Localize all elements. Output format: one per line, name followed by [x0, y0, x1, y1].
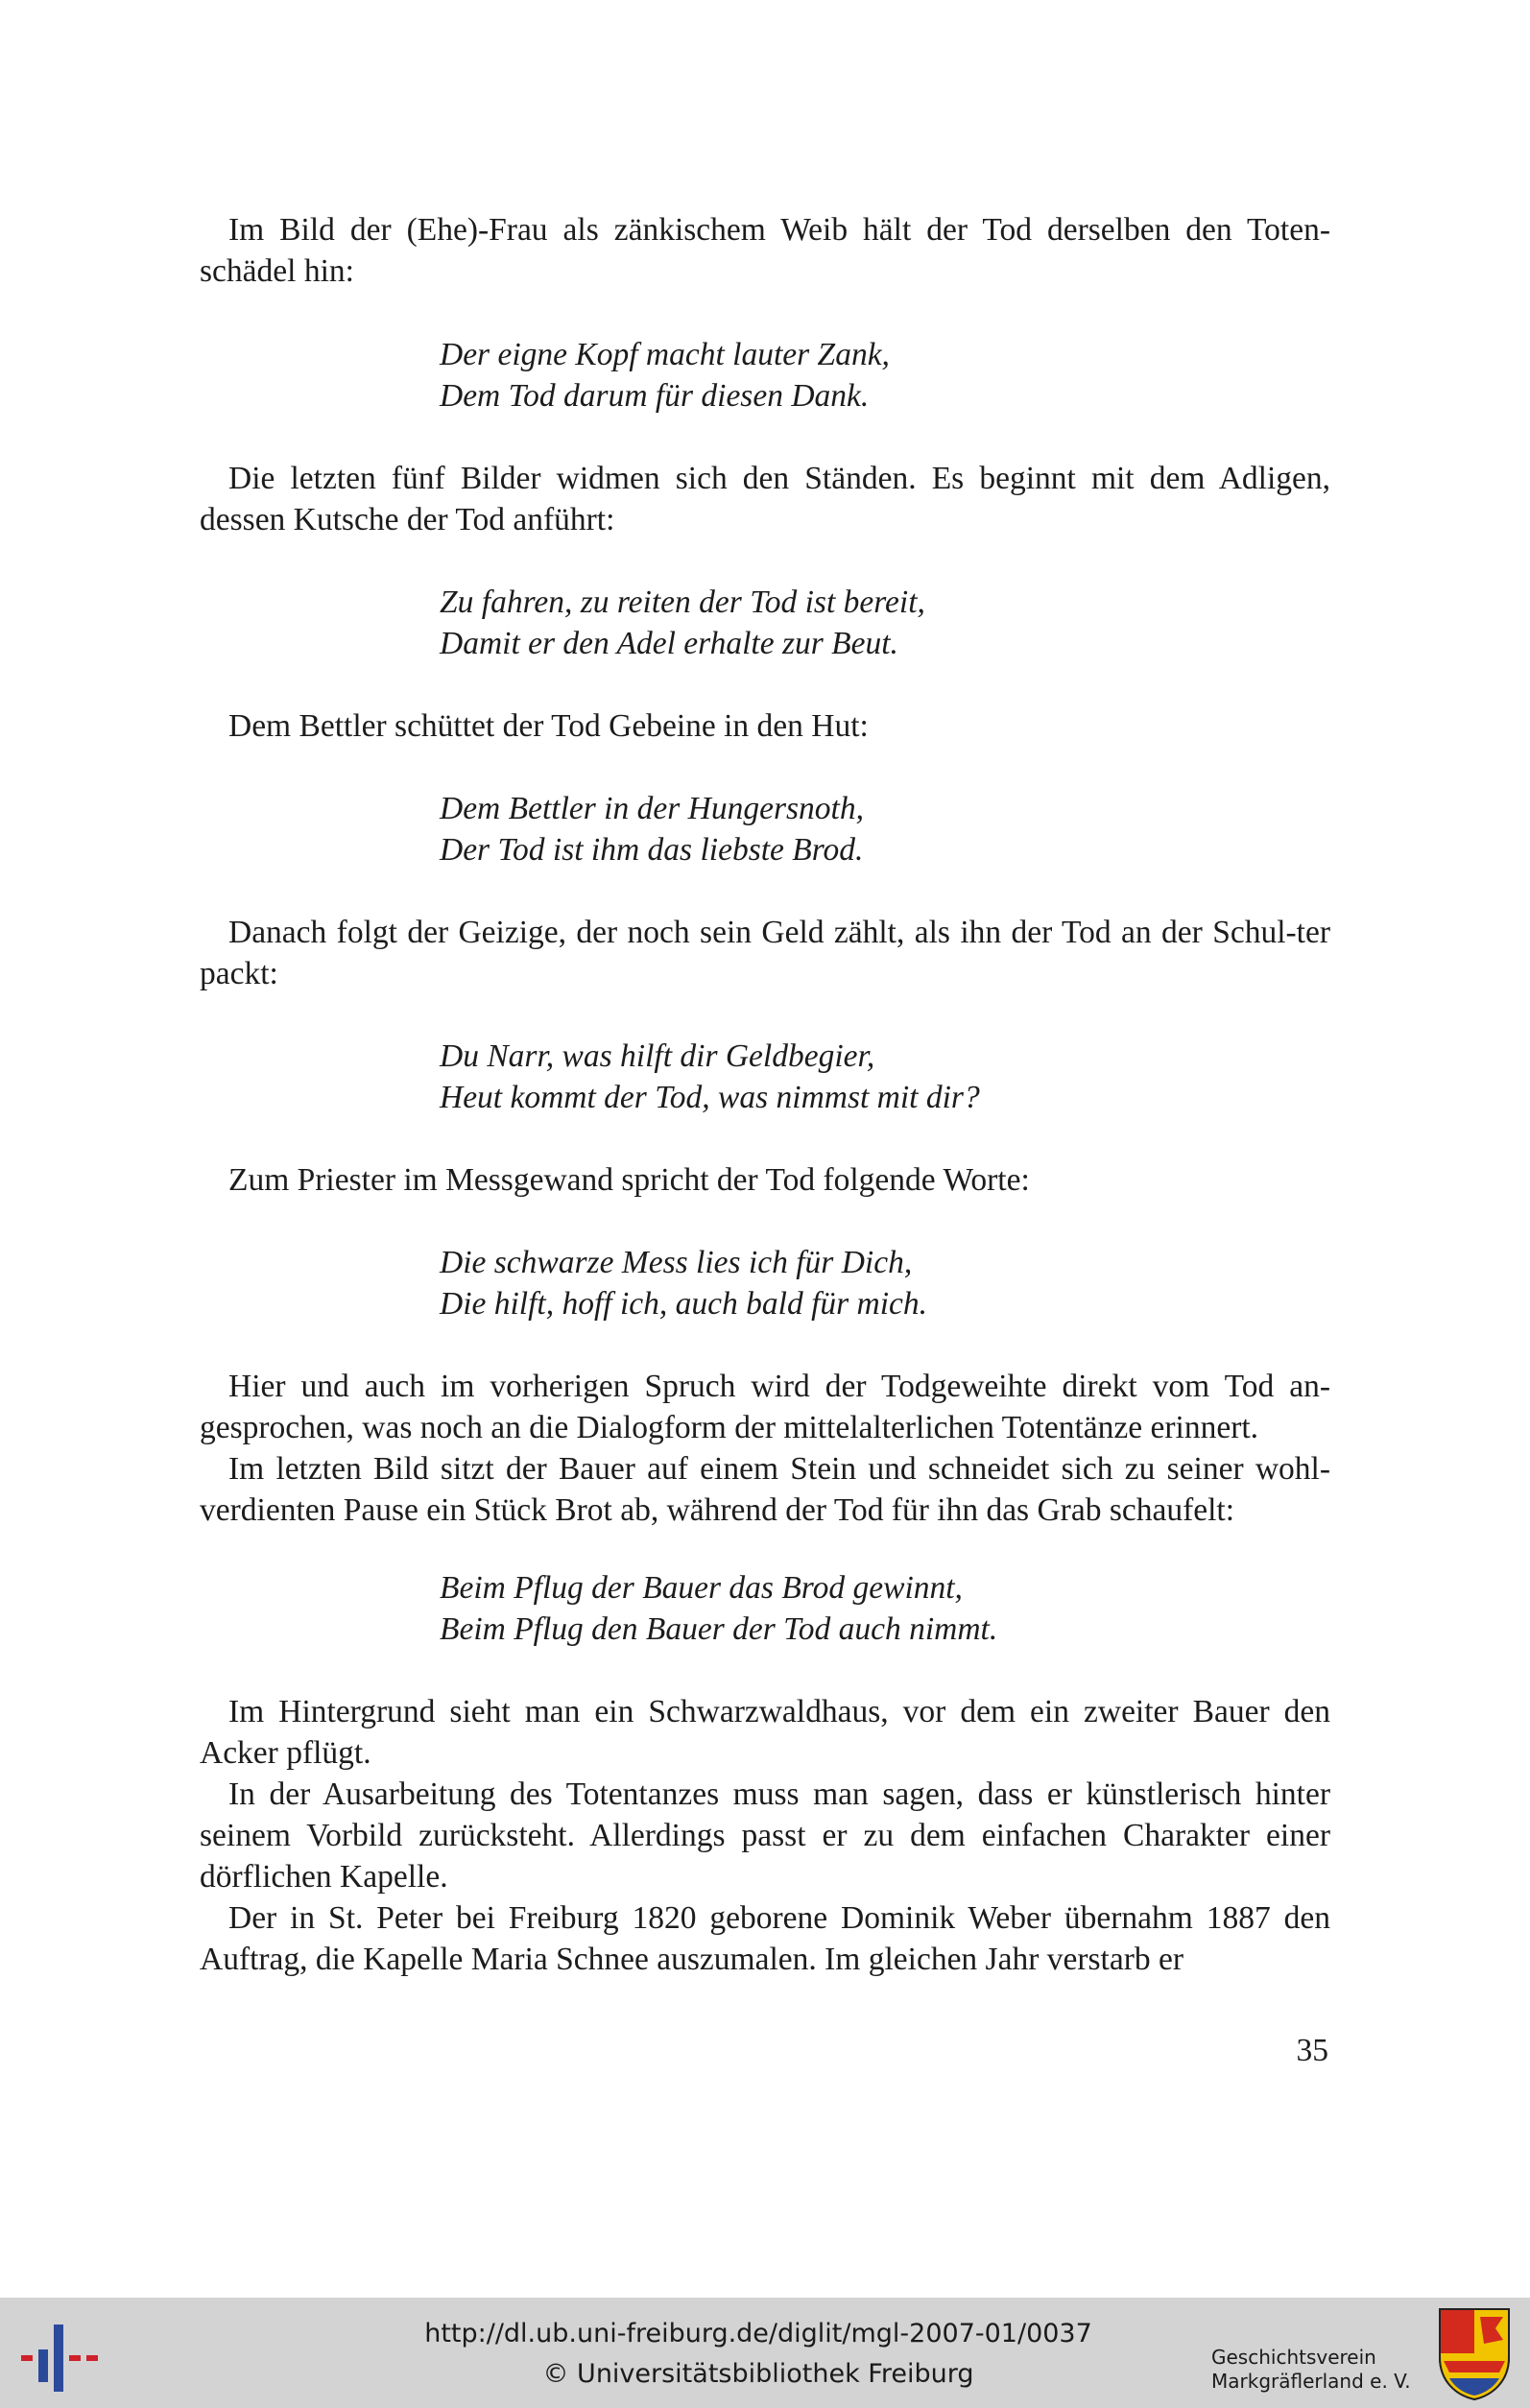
verse-line: Zu fahren, zu reiten der Tod ist bereit, — [440, 584, 925, 620]
paragraph: Im letzten Bild sitzt der Bauer auf einem Stein und schneidet sich zu seiner wohl-verdienten Pause ein Stück Brot ab, während der Tod für ihn das Grab schaufelt: — [200, 1451, 1330, 1528]
verse-line: Du Narr, was hilft dir Geldbegier, — [440, 1038, 875, 1074]
page-number: 35 — [1296, 2033, 1328, 2068]
verse-block — [440, 1567, 1303, 1650]
ub-freiburg-logo-icon — [17, 2311, 104, 2397]
verse-block — [440, 1242, 1303, 1324]
verse-line: Die hilft, hoff ich, auch bald für mich. — [440, 1286, 928, 1322]
paragraph: Hier und auch im vorherigen Spruch wird der Todgeweihte direkt vom Tod an-gesprochen, was noch an die Dialogform der mittelalterlichen Totentänze erinnert. — [200, 1369, 1330, 1445]
footer-bar — [0, 2298, 1530, 2408]
verse-line: Heut kommt der Tod, was nimmst mit dir? — [440, 1080, 980, 1115]
verse-line: Der eigne Kopf macht lauter Zank, — [440, 337, 890, 372]
source-url[interactable]: http://dl.ub.uni-freiburg.de/diglit/mgl-2007-01/0037 — [424, 2319, 1092, 2348]
verse-line: Damit er den Adel erhalte zur Beut. — [440, 626, 898, 661]
paragraph: Im Bild der (Ehe)-Frau als zänkischem Weib hält der Tod derselben den Toten-schädel hin: — [200, 212, 1330, 289]
copyright-notice: © Universitätsbibliothek Freiburg — [542, 2359, 974, 2389]
paragraph: Die letzten fünf Bilder widmen sich den Ständen. Es beginnt mit dem Adligen, dessen Kutsche der Tod anführt: — [200, 461, 1330, 537]
paragraph: Der in St. Peter bei Freiburg 1820 geborene Dominik Weber übernahm 1887 den Auftrag, die Kapelle Maria Schnee auszumalen. Im gleichen Jahr verstarb er — [200, 1900, 1330, 1977]
society-name-line: Geschichtsverein — [1211, 2346, 1376, 2369]
paragraph: In der Ausarbeitung des Totentanzes muss man sagen, dass er künstlerisch hinter seinem Vorbild zurücksteht. Allerdings passt er zu dem einfachen Charakter einer dörflichen Kapelle. — [200, 1776, 1330, 1895]
verse-line: Der Tod ist ihm das liebste Brod. — [440, 832, 864, 868]
verse-block — [440, 334, 1303, 417]
coat-of-arms-icon — [1436, 2305, 1513, 2401]
verse-line: Die schwarze Mess lies ich für Dich, — [440, 1245, 913, 1280]
verse-block — [440, 788, 1303, 870]
paragraph: Im Hintergrund sieht man ein Schwarzwaldhaus, vor dem ein zweiter Bauer den Acker pflügt. — [200, 1694, 1330, 1771]
verse-line: Dem Bettler in der Hungersnoth, — [440, 791, 864, 826]
paragraph: Danach folgt der Geizige, der noch sein Geld zählt, als ihn der Tod an der Schul-ter packt: — [200, 915, 1330, 991]
verse-block — [440, 1036, 1303, 1118]
verse-block — [440, 582, 1303, 664]
paragraph: Dem Bettler schüttet der Tod Gebeine in den Hut: — [228, 708, 869, 744]
verse-line: Beim Pflug den Bauer der Tod auch nimmt. — [440, 1611, 998, 1647]
paragraph: Zum Priester im Messgewand spricht der Tod folgende Worte: — [228, 1162, 1030, 1198]
society-name-line: Markgräflerland e. V. — [1211, 2370, 1411, 2393]
verse-line: Beim Pflug der Bauer das Brod gewinnt, — [440, 1570, 963, 1606]
verse-line: Dem Tod darum für diesen Dank. — [440, 378, 870, 414]
society-name — [1211, 2346, 1422, 2394]
